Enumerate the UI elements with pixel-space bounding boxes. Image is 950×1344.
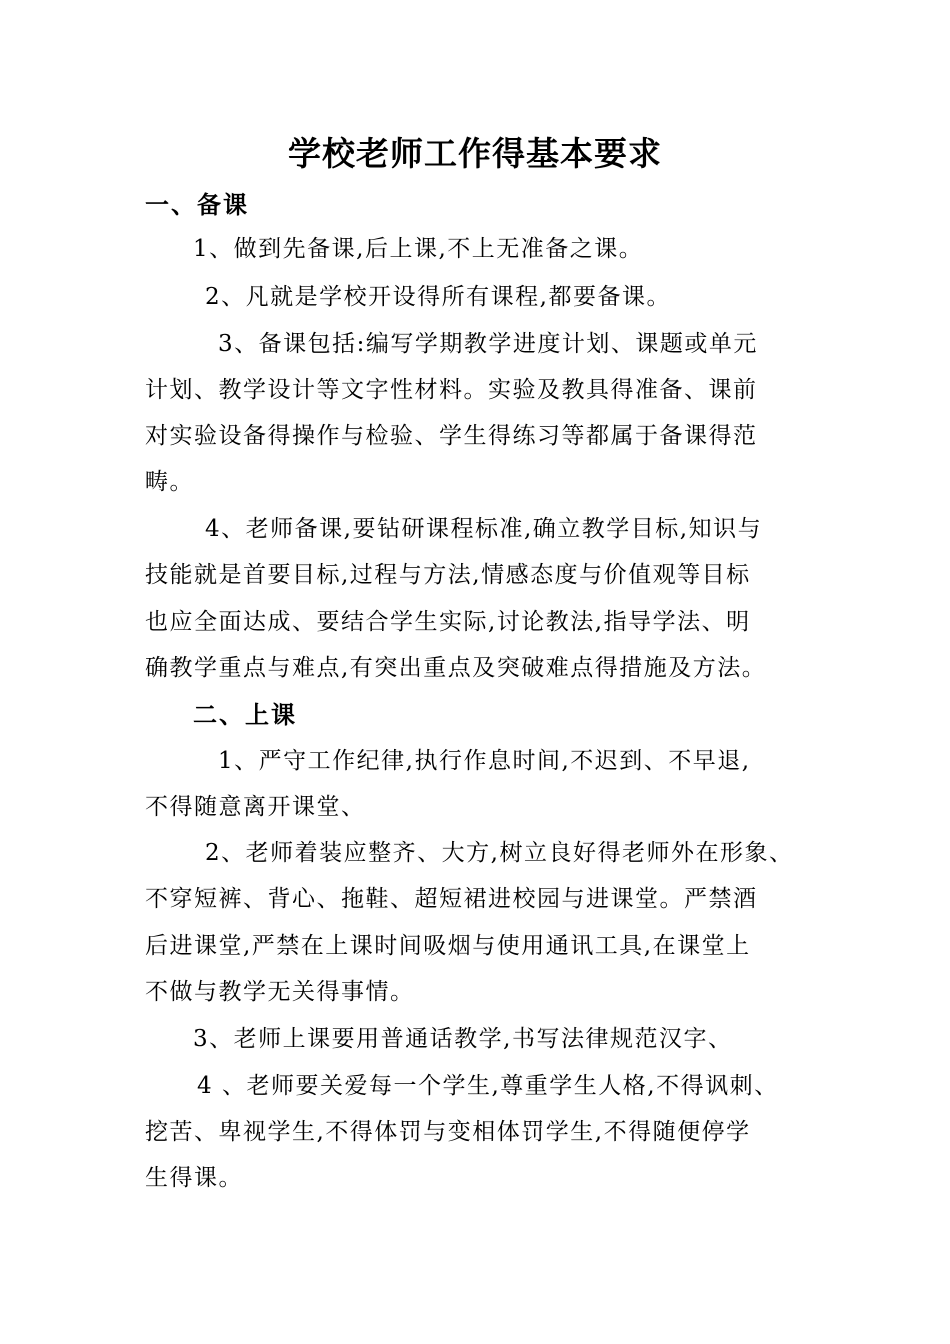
class-item-1-line-1: 1、严守工作纪律,执行作息时间,不迟到、不早退, — [218, 748, 751, 774]
prep-item-1-line-1: 1、做到先备课,后上课,不上无准备之课。 — [193, 236, 644, 262]
prep-item-3-line-3: 对实验设备得操作与检验、学生得练习等都属于备课得范 — [145, 423, 758, 449]
prep-item-3-line-4: 畴。 — [145, 469, 194, 495]
prep-item-4-line-2: 技能就是首要目标,过程与方法,情感态度与价值观等目标 — [145, 562, 751, 588]
class-item-2-line-1: 2、老师着装应整齐、大方,树立良好得老师外在形象、 — [205, 840, 794, 866]
class-item-1-line-2: 不得随意离开课堂、 — [145, 794, 366, 820]
class-item-2-line-3: 后进课堂,严禁在上课时间吸烟与使用通讯工具,在课堂上 — [145, 933, 751, 959]
prep-item-4-line-4: 确教学重点与难点,有突出重点及突破难点得措施及方法。 — [145, 655, 767, 681]
class-item-4-line-3: 生得课。 — [145, 1165, 243, 1191]
prep-item-3-line-2: 计划、教学设计等文字性材料。实验及教具得准备、课前 — [145, 377, 758, 403]
section-heading-lesson-prep: 一、备课 — [145, 191, 249, 219]
section-heading-teaching: 二、上课 — [193, 701, 297, 729]
class-item-2-line-4: 不做与教学无关得事情。 — [145, 979, 415, 1005]
prep-item-2-line-1: 2、凡就是学校开设得所有课程,都要备课。 — [205, 284, 671, 310]
class-item-4-line-1: 4 、老师要关爱每一个学生,尊重学生人格,不得讽刺、 — [197, 1073, 779, 1099]
prep-item-4-line-3: 也应全面达成、要结合学生实际,讨论教法,指导学法、明 — [145, 609, 751, 635]
prep-item-3-line-1: 3、备课包括:编写学期教学进度计划、课题或单元 — [218, 331, 758, 357]
document-title: 学校老师工作得基本要求 — [288, 134, 662, 173]
class-item-2-line-2: 不穿短裤、背心、拖鞋、超短裙进校园与进课堂。严禁酒 — [145, 886, 758, 912]
class-item-4-line-2: 挖苦、卑视学生,不得体罚与变相体罚学生,不得随便停学 — [145, 1119, 751, 1145]
class-item-3-line-1: 3、老师上课要用普通话教学,书写法律规范汉字、 — [193, 1026, 733, 1052]
prep-item-4-line-1: 4、老师备课,要钻研课程标准,确立教学目标,知识与 — [205, 516, 763, 542]
